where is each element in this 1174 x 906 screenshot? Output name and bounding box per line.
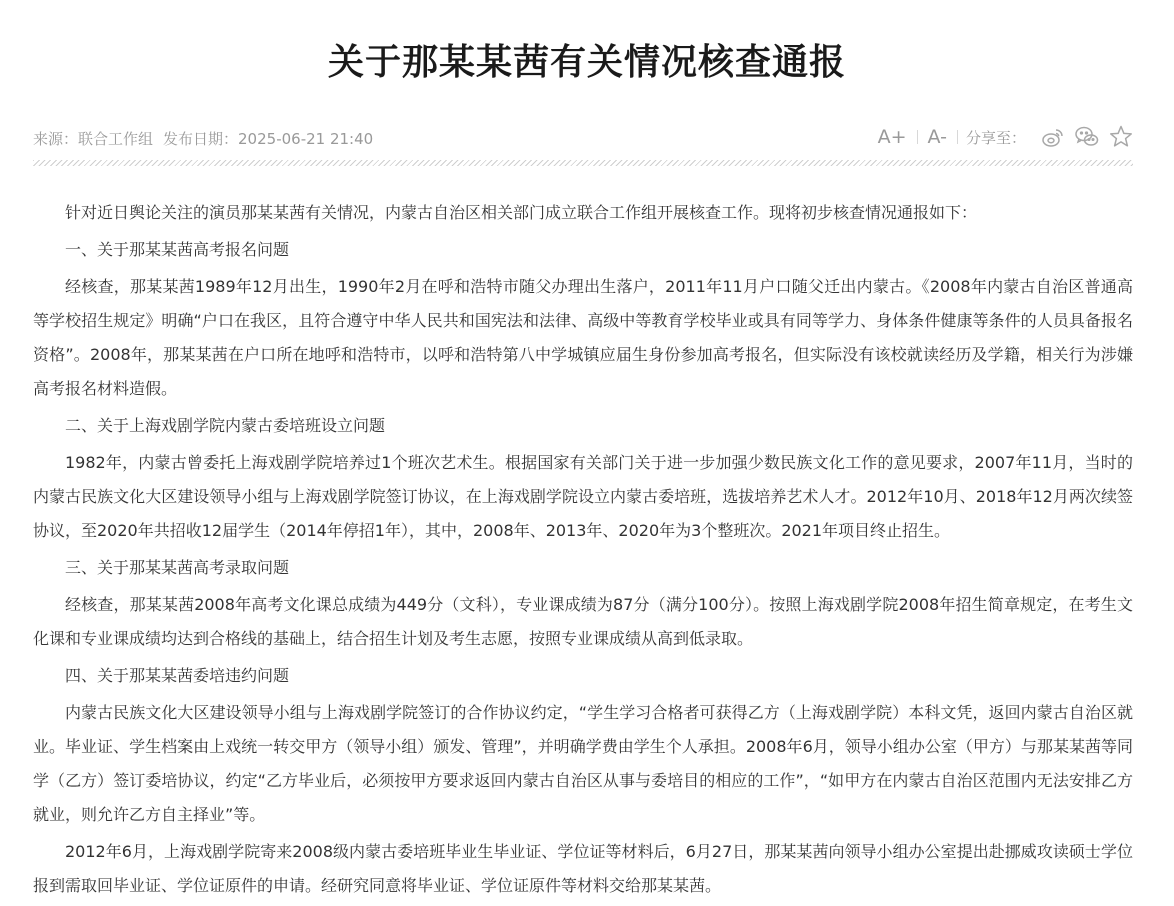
paragraph-3: 经核查，那某某茜2008年高考文化课总成绩为449分（文科），专业课成绩为87分（满分100分）。按照上海戏剧学院2008年招生简章规定，在考生文化课和专业课成绩均达到合格线的基础上，结合招生计划及考生志愿，按照专业课成绩从高到低录取。 <box>33 595 1133 648</box>
article-toolbar <box>872 122 1134 152</box>
intro-paragraph: 针对近日舆论关注的演员那某某茜有关情况，内蒙古自治区相关部门成立联合工作组开展核查工作。现将初步核查情况通报如下： <box>65 203 978 222</box>
dotted-divider <box>33 160 1133 166</box>
section-heading-1: 一、关于那某某茜高考报名问题 <box>65 240 290 259</box>
section-heading-2: 二、关于上海戏剧学院内蒙古委培班设立问题 <box>65 416 386 435</box>
section-heading-4: 四、关于那某某茜委培违约问题 <box>65 666 290 685</box>
paragraph-4: 内蒙古民族文化大区建设领导小组与上海戏剧学院签订的合作协议约定，“学生学习合格者可获得乙方（上海戏剧学院）本科文凭，返回内蒙古自治区就业。毕业证、学生档案由上戏统一转交甲方（领导小组）颁发、管理”，并明确学费由学生个人承担。2008年6月，领导小组办公室（甲方）与那某某茜等同学（乙方）签订委培协议，约定“乙方毕业后，必须按甲方要求返回内蒙古自治区从事与委培目的相应的工作”，“如甲方在内蒙古自治区范围内无法安排乙方就业，则允许乙方自主择业”等。 <box>33 703 1133 824</box>
paragraph-1: 经核查，那某某茜1989年12月出生，1990年2月在呼和浩特市随父办理出生落户，2011年11月户口随父迁出内蒙古。《2008年内蒙古自治区普通高等学校招生规定》明确“户口在我区，且符合遵守中华人民共和国宪法和法律、高级中等教育学校毕业或具有同等学力、身体条件健康等条件的人员具备报名资格”。2008年，那某某茜在户口所在地呼和浩特市，以呼和浩特第八中学城镇应届生身份参加高考报名，但实际没有该校就读经历及学籍，相关行为涉嫌高考报名材料造假。 <box>33 277 1133 398</box>
font-decrease-button[interactable]: A- <box>927 126 947 148</box>
qzone-star-icon[interactable] <box>1108 124 1134 150</box>
paragraph-5: 2012年6月，上海戏剧学院寄来2008级内蒙古委培班毕业生毕业证、学位证等材料后，6月27日，那某某茜向领导小组办公室提出赴挪威攻读硕士学位报到需取回毕业证、学位证原件的申请。经研究同意将毕业证、学位证原件等材料交给那某某茜。 <box>33 842 1133 895</box>
paragraph-2: 1982年，内蒙古曾委托上海戏剧学院培养过1个班次艺术生。根据国家有关部门关于进一步加强少数民族文化工作的意见要求，2007年11月，当时的内蒙古民族文化大区建设领导小组与上海戏剧学院签订协议，在上海戏剧学院设立内蒙古委培班，选拔培养艺术人才。2012年10月、2018年12月两次续签协议，至2020年共招收12届学生（2014年停招1年），其中，2008年、2013年、2020年为3个整班次。2021年项目终止招生。 <box>33 453 1133 540</box>
toolbar-separator <box>917 130 918 144</box>
article-body <box>33 196 1133 906</box>
wechat-icon[interactable] <box>1074 124 1100 150</box>
page-title: 关于那某某茜有关情况核查通报 <box>327 42 846 83</box>
publish-date: 发布日期：2025-06-21 21:40 <box>163 129 374 148</box>
toolbar-separator <box>957 130 958 144</box>
article-source: 来源：联合工作组 <box>33 129 154 148</box>
section-heading-3: 三、关于那某某茜高考录取问题 <box>65 558 290 577</box>
share-label: 分享至： <box>965 128 1026 147</box>
weibo-icon[interactable] <box>1040 124 1066 150</box>
font-increase-button[interactable]: A+ <box>877 126 907 148</box>
